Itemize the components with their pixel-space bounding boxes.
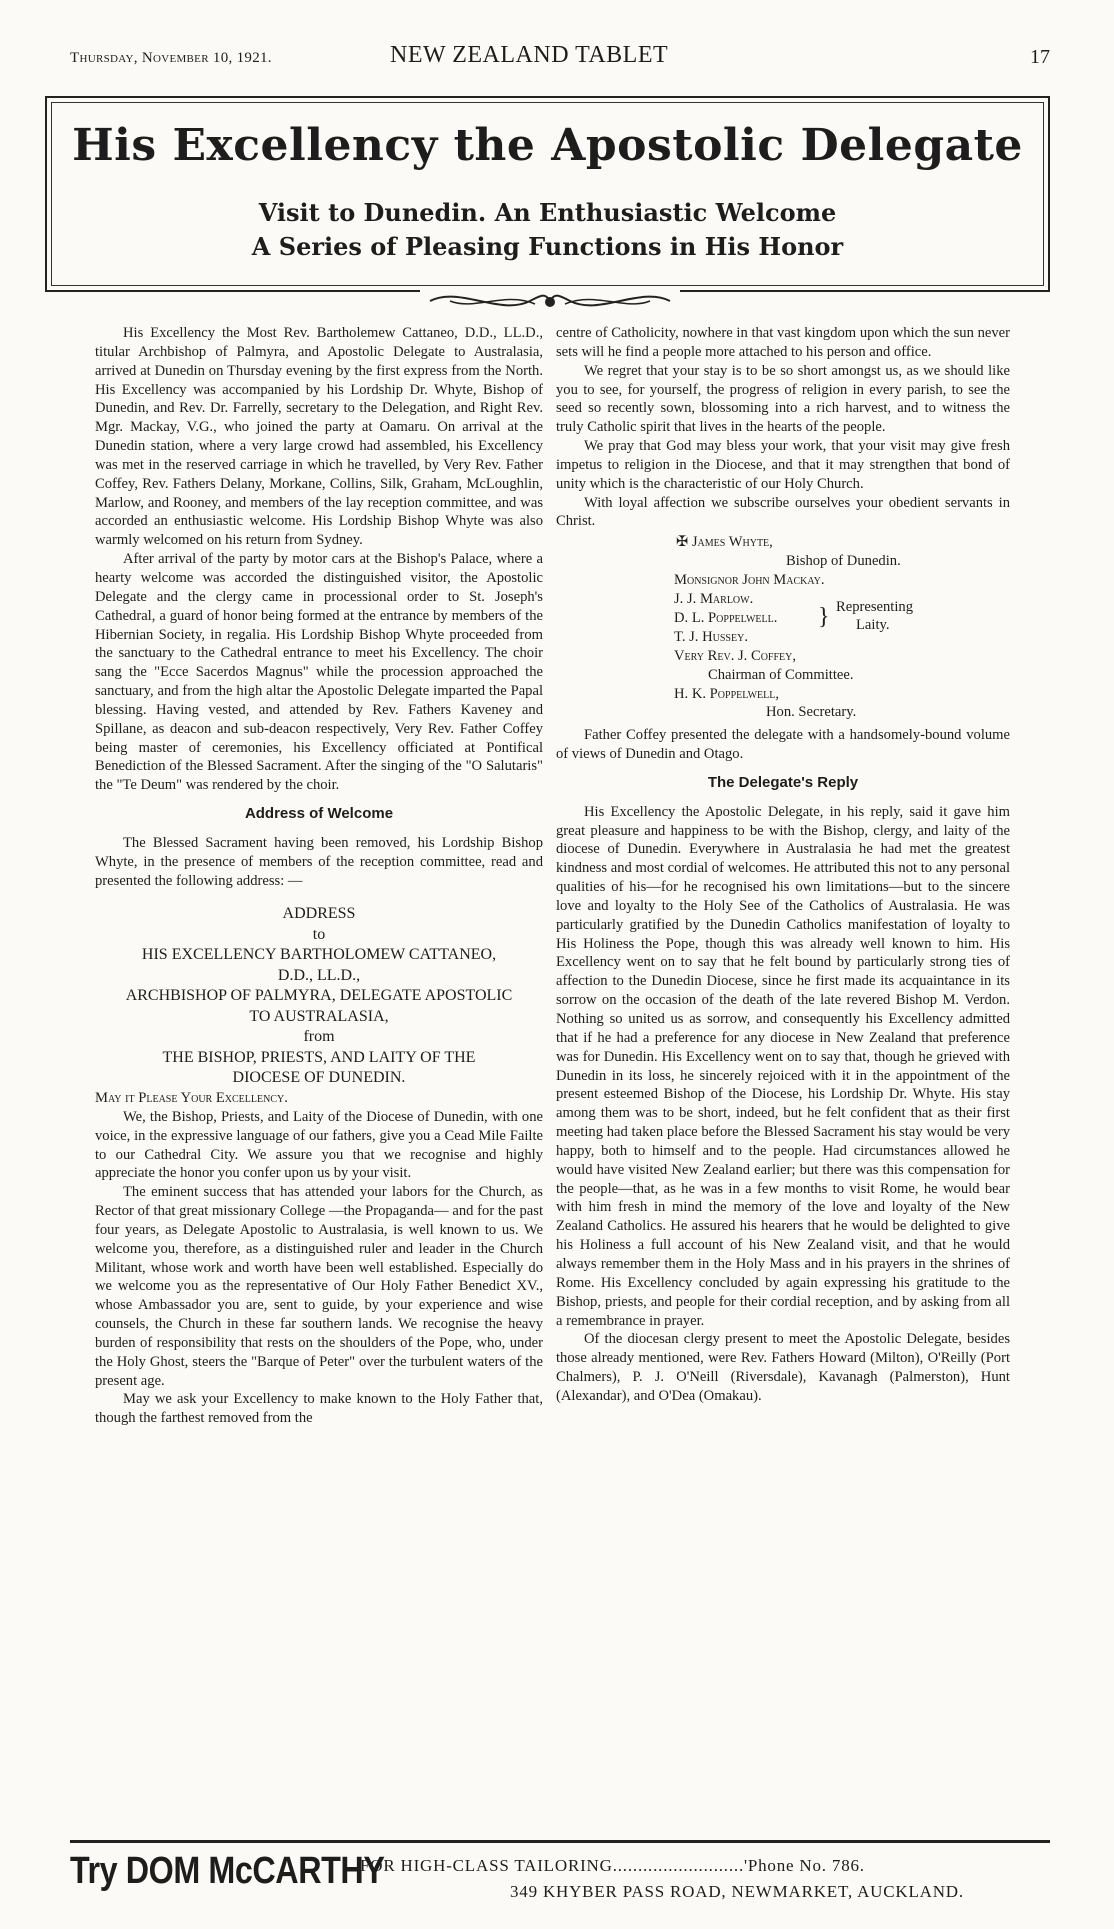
ad-line-2: 349 KHYBER PASS ROAD, NEWMARKET, AUCKLAND.	[510, 1882, 964, 1901]
ornament-divider	[420, 286, 680, 316]
representing-label: Laity.	[856, 616, 890, 633]
address-line: D.D., LL.D.,	[277, 966, 361, 984]
signature-block	[556, 533, 1010, 722]
headline-title: His Excellency the Apostolic Delegate	[72, 120, 1023, 171]
paragraph: We pray that God may bless your work, that your visit may give fresh impetus to religion in the Diocese, and that it may strengthen that bond of unity which is the characteristic of our Holy Church.	[556, 438, 1010, 492]
page-header	[70, 42, 1050, 72]
page-number: 17	[1030, 46, 1050, 68]
headline-banner	[45, 96, 1050, 292]
address-line: THE BISHOP, PRIESTS, AND LAITY OF THE	[162, 1048, 476, 1066]
footer-rule	[70, 1840, 1050, 1843]
newspaper-title: NEW ZEALAND TABLET	[390, 42, 669, 68]
paragraph: The Blessed Sacrament having been removed, his Lordship Bishop Whyte, in the presence of members of the reception committee, read and presented the following address: —	[95, 834, 543, 889]
advertiser-name: Try DOM McCARTHY	[70, 1850, 385, 1892]
address-block	[95, 904, 543, 1089]
signatory: ✠ James Whyte,	[676, 534, 773, 551]
ornament-icon	[420, 286, 680, 316]
signatory: J. J. Marlow.	[674, 590, 754, 607]
paragraph: centre of Catholicity, nowhere in that vast kingdom upon which the sun never sets will he find a people more attached to his person and office.	[556, 325, 1010, 360]
paragraph: Father Coffey presented the delegate with a handsomely-bound volume of views of Dunedin and Otago.	[556, 727, 1010, 763]
ad-line-1: FOR HIGH-CLASS TAILORING..........................'Phone No. 786.	[360, 1856, 865, 1875]
representing-label: Representing	[836, 598, 914, 615]
address-line: DIOCESE OF DUNEDIN.	[232, 1069, 406, 1087]
address-line: to	[312, 925, 326, 943]
signatory: T. J. Hussey.	[674, 628, 748, 645]
paragraph: After arrival of the party by motor cars at the Bishop's Palace, where a hearty welcome was accorded the distinguished visitor, the Apostolic Delegate and the clergy came in processional order to St. Joseph's Cathedral, a guard of honor being formed at the entrance by members of the Hibernian Society, in regalia. His Lordship Bishop Whyte proceeded from the sanctuary to the Cathedral entrance to meet his Excellency. The choir sang the "Ecce Sacerdos Magnus" while the procession approached the sanctuary, and from the high altar the Apostolic Delegate imparted the Papal blessing. Having vested, and attended by Rev. Fathers Kaveney and Spillane, as deacon and sub-deacon respectively, Very Rev. Father Coffey being master of ceremonies, his Excellency officiated at Pontifical Benediction of the Blessed Sacrament. After the singing of the "O Salutaris" the "Te Deum" was rendered by the choir.	[95, 551, 543, 794]
issue-date: Thursday, November 10, 1921.	[70, 50, 272, 66]
paragraph: May we ask your Excellency to make known to the Holy Father that, though the farthest removed from the	[95, 1391, 543, 1427]
paragraph: With loyal affection we subscribe ourselves your obedient servants in Christ.	[556, 494, 1010, 530]
signatory-title: Chairman of Committee.	[708, 666, 854, 683]
address-line: ARCHBISHOP OF PALMYRA, DELEGATE APOSTOLIC	[125, 987, 513, 1005]
lay-representatives	[556, 590, 1010, 647]
section-heading: The Delegate's Reply	[707, 773, 859, 791]
paragraph: We regret that your stay is to be so short amongst us, as we should like you to see, for yourself, the progress of religion in every parish, to see the seed so recently sown, blossoming into a rich harvest, and to witness the truly Catholic spirit that lives in the hearts of the people.	[556, 362, 1010, 436]
paragraph: We, the Bishop, Priests, and Laity of the Diocese of Dunedin, with one voice, in the expressive language of our fathers, give you a Cead Mile Failte to our Cathedral City. We assure you that we recognise and highly appreciate the honor you confer upon us by your visit.	[95, 1108, 543, 1182]
headline-subtitle-2: A Series of Pleasing Functions in His Honor	[251, 232, 844, 261]
signatory-title: Bishop of Dunedin.	[786, 553, 901, 570]
paragraph: The eminent success that has attended your labors for the Church, as Rector of that great missionary College —the Propaganda— and for the past four years, as Delegate Apostolic to Australasia, is well known to us. We welcome you, therefore, as a distinguished ruler and leader in the Church Militant, whose work and worth have been well established. Especially do we welcome you as the representative of Our Holy Father Benedict XV., whose Ambassador you are, sent to guide, by your experience and wise counsels, the Church in these far southern lands. We recognise the heavy burden of responsibility that rests on the shoulders of the Pope, who, under the Holy Ghost, steers the "Barque of Peter" over the turbulent waters of the present age.	[95, 1184, 543, 1389]
address-line: from	[303, 1028, 335, 1046]
brace-icon: }	[818, 603, 830, 630]
right-column	[556, 324, 1010, 1406]
salutation: May it Please Your Excellency.	[95, 1089, 288, 1106]
paragraph: His Excellency the Apostolic Delegate, in his reply, said it gave him great pleasure and happiness to be with the Bishop, clergy, and laity of the diocese of Dunedin. Everywhere in Australasia he had met the greatest kindness and most cordial of welcomes. He attributed this not to any personal qualities of his—for he recognised his own limitations—but to the sincere love and loyalty to the Holy See of the Catholics of Australasia. He was particularly gratified by the Dunedin Catholics manifestation of loyalty to His Holiness the Pope, though this was already well known to him. His Excellency went on to say that he felt bound by particularly strong ties of affection to the Dunedin Diocese, since he first made its acquaintance in its sorrow on the occasion of the death of the late revered Bishop M. Verdon. Nothing so united us as sorrow, and consequently his Excellency admitted that if he had a preference for any diocese in New Zealand that preference was for Dunedin. His Excellency went on to say that, though he grieved with Dunedin in its loss, he sincerely rejoiced with it in the appointment of the present esteemed Bishop of the Diocese, his Lordship Dr. Whyte. His stay among them was to be short, indeed, but he felt confident that as their first meeting had taken place before the Blessed Sacrament his stay would be very happy, both to himself and to the people. Had circumstances allowed he would have visited New Zealand earlier; but there was this compensation for the people—that, as he was in a few months to visit Rome, he would bear with him fresh in mind the memory of the love and loyalty of the New Zealand Catholics. He assured his hearers that he would be delighted to give his Holiness a full account of his New Zealand visit, and that he would always remember them in the Holy Mass and in his prayers in the shrines of Rome. His Excellency concluded by again expressing his gratitude to the Bishop, priests, and people for their cordial reception, and by asking from all a remembrance in prayer.	[556, 803, 1010, 1329]
paragraph: Of the diocesan clergy present to meet the Apostolic Delegate, besides those already mentioned, were Rev. Fathers Howard (Milton), O'Reilly (Port Chalmers), P. J. O'Neill (Riversdale), Kavanagh (Palmerston), Hunt (Alexandar), and O'Dea (Omakau).	[556, 1331, 1010, 1404]
paragraph: His Excellency the Most Rev. Bartholemew Cattaneo, D.D., LL.D., titular Archbishop of Palmyra, and Apostolic Delegate to Australasia, arrived at Dunedin on Thursday evening by the first express from the North. His Excellency was accompanied by his Lordship Dr. Whyte, Bishop of Dunedin, and Rev. Dr. Farrelly, secretary to the Delegation, and Right Rev. Mgr. Mackay, V.G., who joined the party at Oamaru. On arrival at the Dunedin station, where a very large crowd had assembled, his Excellency was met in the reserved carriage in which he travelled, by Very Rev. Father Coffey, Rev. Fathers Delany, Morkane, Collins, Silk, Graham, McLoughlin, Marlow, and Rooney, and members of the lay reception committee, and was accorded an enthusiastic welcome. His Lordship Bishop Whyte was also warmly welcomed on his return from Sydney.	[95, 325, 543, 549]
advertisement	[70, 1850, 1050, 1910]
signatory: D. L. Poppelwell.	[674, 609, 778, 626]
headline-subtitle-1: Visit to Dunedin. An Enthusiastic Welcome	[258, 198, 837, 227]
left-column	[95, 324, 543, 1428]
signatory: Monsignor John Mackay.	[674, 571, 825, 588]
section-heading: Address of Welcome	[244, 805, 394, 823]
signatory: Very Rev. J. Coffey,	[674, 647, 797, 664]
address-line: ADDRESS	[282, 905, 356, 923]
signatory-title: Hon. Secretary.	[766, 704, 857, 721]
address-line: HIS EXCELLENCY BARTHOLOMEW CATTANEO,	[141, 946, 497, 964]
address-line: TO AUSTRALASIA,	[249, 1007, 389, 1025]
signatory: H. K. Poppelwell,	[674, 685, 780, 702]
